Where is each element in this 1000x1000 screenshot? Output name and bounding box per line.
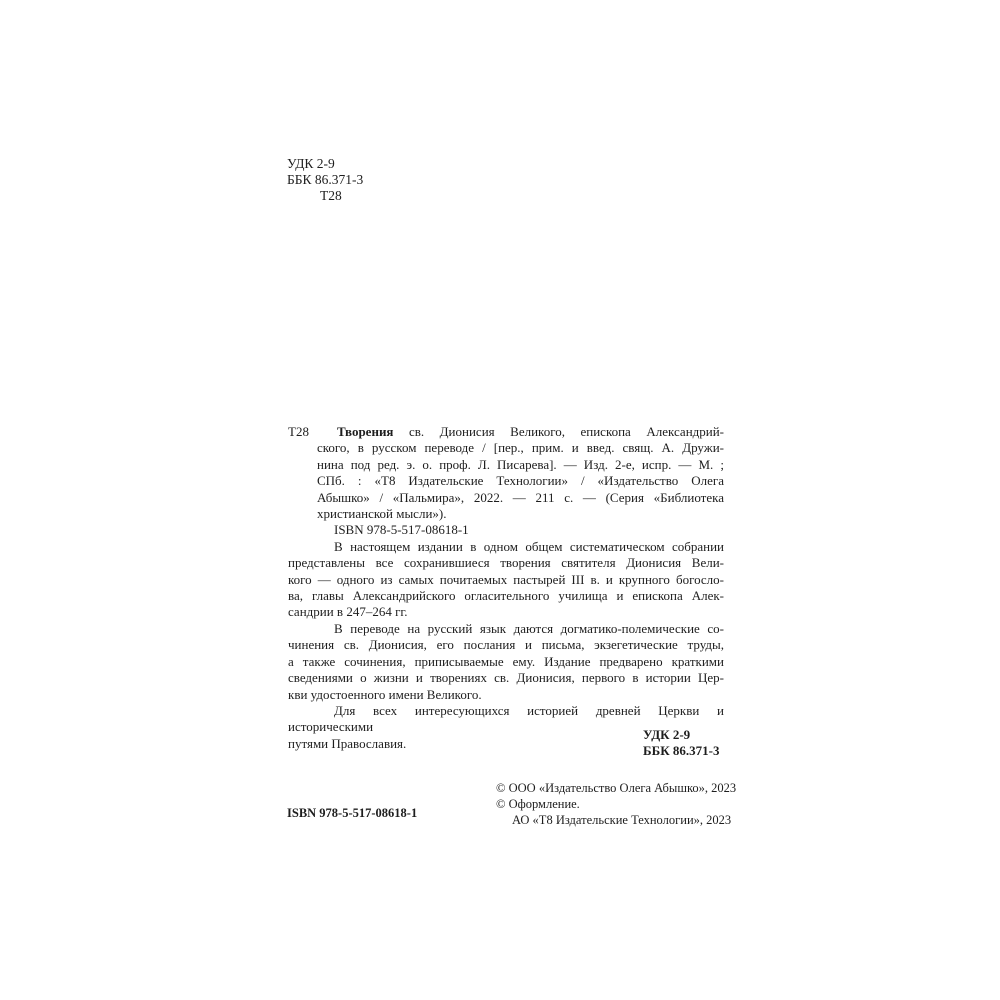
- copyright-line: АО «Т8 Издательские Технологии», 2023: [512, 813, 732, 828]
- record-text: св. Дионисия Великого, епископа Александрий-: [409, 424, 725, 439]
- bibliographic-record-line: [288, 424, 724, 440]
- annotation-line: В настоящем издании в одном общем систематическом собрании: [334, 538, 724, 554]
- copyright-block: [496, 780, 736, 829]
- annotation-line: Для всех интересующихся историей древней Церкви и историческими: [288, 702, 724, 735]
- copyright-line: © Оформление.: [496, 797, 580, 812]
- bibliographic-record-line: ского, в русском переводе / [пер., прим. и введ. свящ. А. Дружи-: [317, 440, 724, 456]
- isbn-number: ISBN 978-5-517-08618-1: [334, 522, 469, 538]
- author-sign-code: Т28: [320, 188, 342, 203]
- record-label: Т28: [288, 424, 309, 439]
- annotation-line: представлены все сохранившиеся творения святителя Дионисия Вели-: [288, 555, 724, 571]
- annotation-line: В переводе на русский язык даются догматико-полемические со-: [334, 620, 724, 636]
- bibliographic-record-line: Абышко» / «Пальмира», 2022. — 211 с. — (Серия «Библиотека: [317, 489, 724, 505]
- annotation-line: а также сочинения, приписываемые ему. Издание предварено краткими: [288, 653, 724, 669]
- annotation-line: сандрии в 247–264 гг.: [288, 604, 408, 620]
- bibliographic-record-line: нина под ред. э. о. проф. Л. Писарева]. — Изд. 2-е, испр. — М. ;: [317, 456, 724, 472]
- bibliographic-record-line: христианской мысли»).: [317, 506, 447, 522]
- udk-code: УДК 2-9: [287, 156, 335, 171]
- udk-code: УДК 2-9: [643, 727, 691, 742]
- bbk-code: ББК 86.371-3: [287, 172, 364, 187]
- annotation-line: путями Православия.: [288, 735, 407, 751]
- annotation-line: кви удостоенного имени Великого.: [288, 686, 482, 702]
- annotation-line: кого — одного из самых почитаемых пастырей III в. и крупного богосло-: [288, 571, 724, 587]
- bbk-code: ББК 86.371-3: [643, 743, 720, 758]
- annotation-line: ва, главы Александрийского огласительного училища и епископа Алек-: [288, 588, 724, 604]
- top-cataloguing-codes: [287, 156, 363, 204]
- bibliographic-record-line: СПб. : «Т8 Издательские Технологии» / «Издательство Олега: [317, 473, 724, 489]
- bottom-cataloguing-codes: [643, 727, 719, 759]
- book-title: Творения: [337, 424, 394, 439]
- annotation-line: чинения св. Дионисия, его послания и письма, экзегетические труды,: [288, 637, 724, 653]
- annotation-line: сведениями о жизни и творениях св. Дионисия, первого в истории Цер-: [288, 670, 724, 686]
- main-text-block: [288, 424, 724, 752]
- isbn-footer: ISBN 978-5-517-08618-1: [287, 806, 418, 820]
- copyright-line: © ООО «Издательство Олега Абышко», 2023: [496, 781, 737, 795]
